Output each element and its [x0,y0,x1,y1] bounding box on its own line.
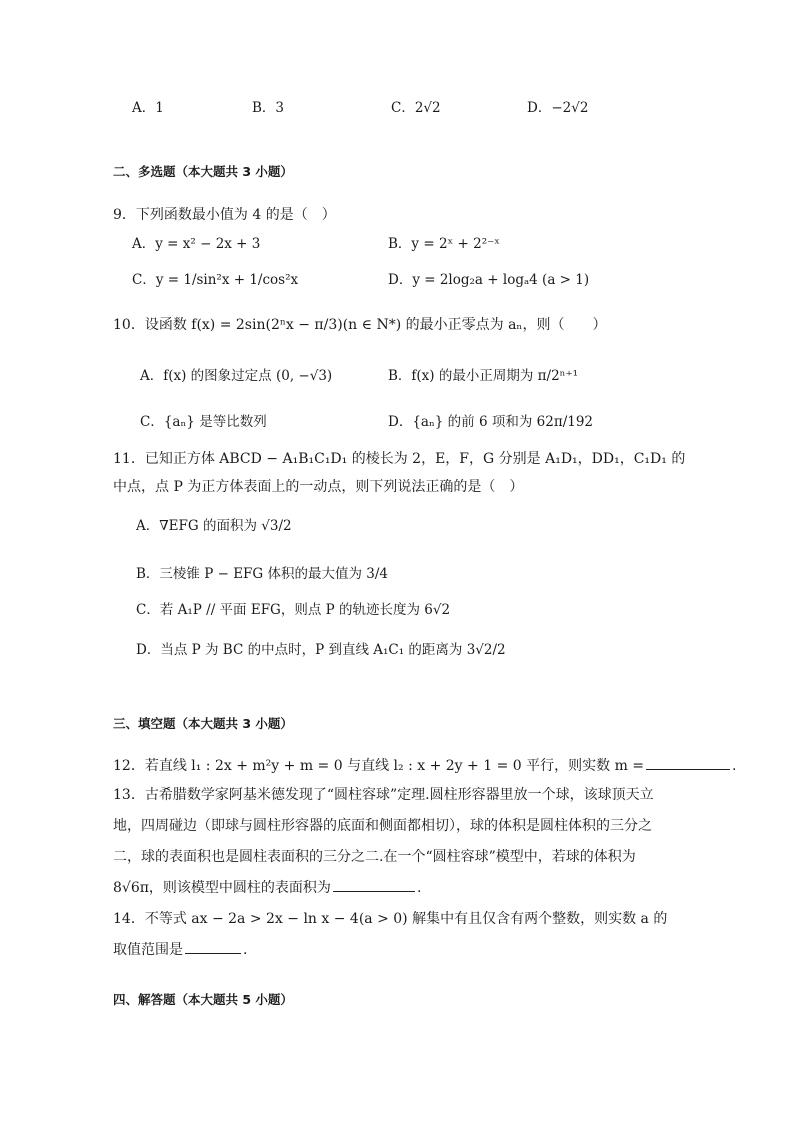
question-11-stem-line2: 中点，点 P 为正方体表面上的一动点，则下列说法正确的是（ ） [113,479,524,495]
question-11-stem-line1: 11．已知正方体 ABCD − A₁B₁C₁D₁ 的棱长为 2，E，F，G 分别是 A₁D₁，DD₁，C₁D₁ 的 [113,451,686,467]
option-a: A．1 [132,100,164,116]
question-9-option-d: D．y = 2log₂a + logₐ4 (a > 1) [388,272,590,288]
question-13-text: 13．古希腊数学家阿基米德发现了“圆柱容球”定理.圆柱形容器里放一个球，该球顶天立地，四周碰边（即球与圆柱形容器的底面和侧面都相切），球的体积是圆柱体积的三分之二，球的表面积也是圆柱表面积的三分之二.在一个“圆柱容球”模型中，若球的体积为 8√6π，则该模型中圆柱的表面积为 [113,787,654,896]
question-9-stem: 9．下列函数最小值为 4 的是（ ） [113,207,336,223]
question-12-text: 12．若直线 l₁ : 2x + m²y + m = 0 与直线 l₂ : x + 2y + 1 = 0 平行，则实数 m = [113,758,645,774]
question-14-text: 14．不等式 ax − 2a > 2x − ln x − 4(a > 0) 解集中有且仅含有两个整数，则实数 a 的取值范围是 [113,911,668,958]
question-9-option-a: A．y = x² − 2x + 3 [132,236,261,252]
answer-blank [646,768,730,770]
question-11-option-b: B．三棱锥 P − EFG 体积的最大值为 3/4 [136,566,389,582]
section-heading-fill-in: 三、填空题（本大题共 3 小题） [113,716,293,731]
answer-blank [185,952,241,954]
question-14: 14．不等式 ax − 2a > 2x − ln x − 4(a > 0) 解集中有且仅含有两个整数，则实数 a 的取值范围是 . [113,911,668,958]
option-c: C．2√2 [391,100,441,116]
question-10-option-b: B．f(x) 的最小正周期为 π/2ⁿ⁺¹ [388,368,579,384]
question-11-option-a: A．∇EFG 的面积为 √3/2 [136,518,292,534]
question-10-option-c: C．{aₙ} 是等比数列 [140,414,267,430]
question-12: 12．若直线 l₁ : 2x + m²y + m = 0 与直线 l₂ : x + 2y + 1 = 0 平行，则实数 m = . [113,758,737,774]
question-11-option-c: C．若 A₁P // 平面 EFG，则点 P 的轨迹长度为 6√2 [136,602,451,618]
question-10-option-d: D．{aₙ} 的前 6 项和为 62π/192 [388,414,594,430]
question-13: 13．古希腊数学家阿基米德发现了“圆柱容球”定理.圆柱形容器里放一个球，该球顶天立地，四周碰边（即球与圆柱形容器的底面和侧面都相切），球的体积是圆柱体积的三分之二，球的表面积也是圆柱表面积的三分之二.在一个“圆柱容球”模型中，若球的体积为 8√6π，则该模型中圆柱的表面积为 . [113,787,654,896]
question-10-option-a: A．f(x) 的图象过定点 (0, −√3) [140,368,333,384]
question-9-option-b: B．y = 2ˣ + 2²⁻ˣ [388,236,500,252]
section-heading-multiple-choice: 二、多选题（本大题共 3 小题） [113,164,293,179]
answer-blank [333,890,415,892]
question-11-option-d: D．当点 P 为 BC 的中点时，P 到直线 A₁C₁ 的距离为 3√2/2 [136,642,506,658]
option-b: B．3 [252,100,285,116]
question-10-stem: 10．设函数 f(x) = 2sin(2ⁿx − π/3)(n ∈ N*) 的最小正零点为 aₙ，则（ ） [113,317,607,333]
section-heading-solutions: 四、解答题（本大题共 5 小题） [113,992,293,1007]
question-9-option-c: C．y = 1/sin²x + 1/cos²x [132,272,299,288]
option-d: D．−2√2 [527,100,589,116]
